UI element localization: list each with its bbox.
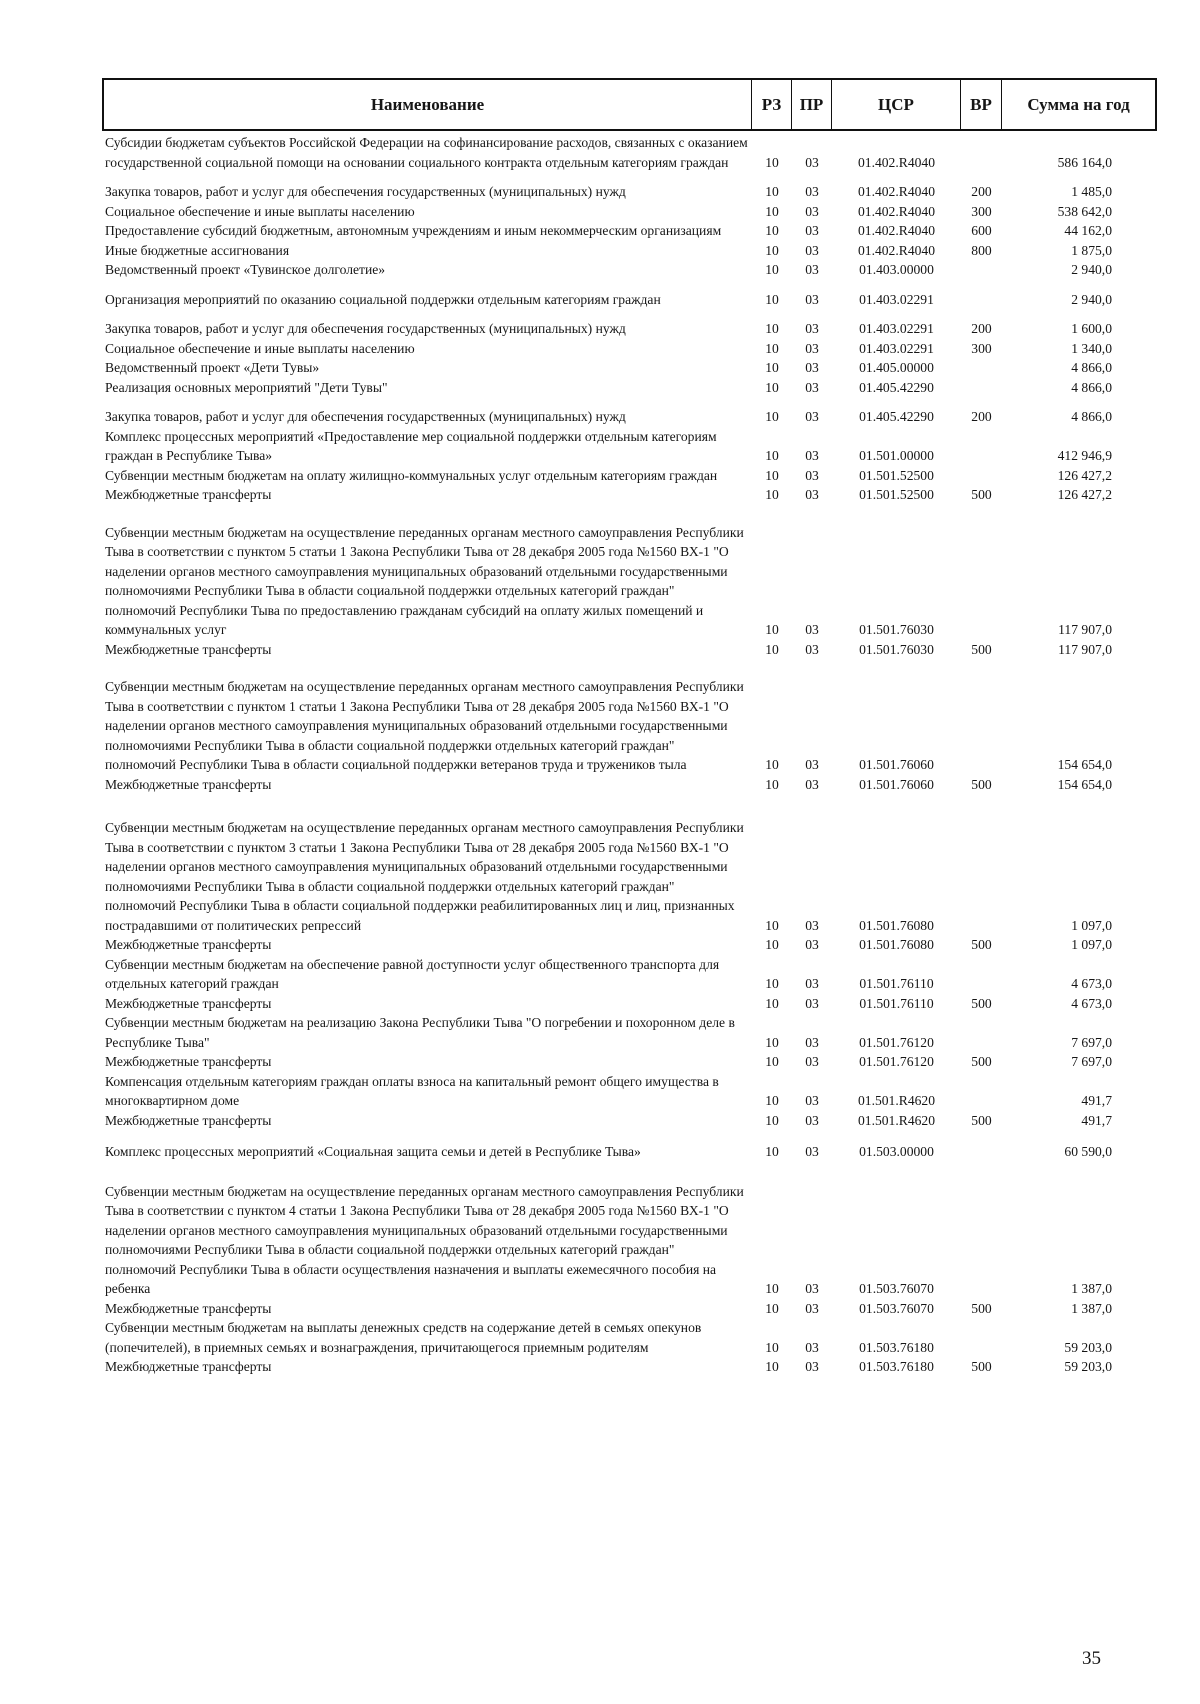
row-amount: 586 164,0 bbox=[1057, 154, 1112, 170]
row-csr: 01.403.02291 bbox=[859, 340, 934, 356]
row-name: Социальное обеспечение и иные выплаты населению bbox=[105, 203, 415, 219]
row-amount: 1 340,0 bbox=[1071, 340, 1112, 356]
row-name: Субсидии бюджетам субъектов Российской Федерации на софинансирование расходов, связанных с оказанием государственной социальной помощи на основании социального контракта отдельным категориям граждан bbox=[105, 135, 748, 170]
table-row bbox=[105, 677, 1157, 775]
row-pr: 03 bbox=[805, 223, 819, 238]
row-csr: 01.405.42290 bbox=[859, 409, 934, 424]
row-amount: 1 097,0 bbox=[1071, 917, 1112, 933]
row-vr: 500 bbox=[971, 937, 992, 952]
row-name: Комплекс процессных мероприятий «Предоставление мер социальной поддержки отдельным категориям граждан в Республике Тыва» bbox=[105, 428, 717, 463]
row-csr: 01.501.76060 bbox=[859, 757, 934, 772]
table-row bbox=[105, 290, 1157, 310]
table-row bbox=[105, 1318, 1157, 1357]
row-amount: 2 940,0 bbox=[1071, 262, 1112, 277]
row-rz: 10 bbox=[765, 448, 779, 463]
row-name: Закупка товаров, работ и услуг для обеспечения государственных (муниципальных) нужд bbox=[105, 321, 626, 336]
row-vr: 500 bbox=[971, 641, 992, 657]
row-rz: 10 bbox=[765, 995, 779, 1011]
row-name: Субвенции местным бюджетам на осуществление переданных органам местного самоуправления Республики Тыва в соответствии с пунктом 5 статьи 1 Закона Республики Тыва от 28 декабря 2005 года №1560 ВХ-1 "О наделении органов местного самоуправления муниципальных образований отдельными государственными полномочиями Республики Тыва в области социальной поддержки отдельных категорий граждан" полномочий Республики Тыва по предоставлению гражданам субсидий на оплату жилых помещений и коммунальных услуг bbox=[105, 524, 744, 637]
row-rz: 10 bbox=[765, 1112, 779, 1128]
table-row bbox=[105, 1182, 1157, 1299]
row-amount: 7 697,0 bbox=[1071, 1054, 1112, 1069]
table-row bbox=[105, 485, 1157, 505]
row-amount: 2 940,0 bbox=[1071, 291, 1112, 307]
row-rz: 10 bbox=[765, 976, 779, 991]
row-csr: 01.402.R4040 bbox=[857, 184, 936, 199]
row-csr: 01.501.76030 bbox=[859, 622, 934, 637]
row-rz: 10 bbox=[765, 203, 779, 219]
row-csr: 01.405.00000 bbox=[859, 360, 934, 375]
row-rz: 10 bbox=[765, 622, 779, 637]
row-rz: 10 bbox=[765, 1054, 779, 1069]
row-pr: 03 bbox=[805, 1300, 819, 1316]
row-csr: 01.501.76080 bbox=[859, 917, 934, 933]
row-amount: 126 427,2 bbox=[1057, 487, 1112, 502]
row-name: Иные бюджетные ассигнования bbox=[105, 242, 290, 258]
row-csr: 01.503.76180 bbox=[859, 1339, 934, 1355]
row-amount: 44 162,0 bbox=[1064, 223, 1112, 238]
row-vr: 300 bbox=[971, 203, 992, 219]
row-rz: 10 bbox=[765, 1034, 779, 1050]
table-row bbox=[105, 202, 1157, 222]
row-csr: 01.402.R4040 bbox=[857, 223, 936, 238]
table-row bbox=[105, 319, 1157, 339]
row-amount: 4 866,0 bbox=[1071, 409, 1112, 424]
row-vr: 500 bbox=[971, 776, 992, 792]
row-amount: 4 866,0 bbox=[1071, 360, 1112, 375]
table-row bbox=[105, 133, 1157, 172]
page-number: 35 bbox=[1082, 1648, 1101, 1669]
row-name: Межбюджетные трансферты bbox=[105, 776, 272, 792]
row-csr: 01.501.76060 bbox=[859, 776, 934, 792]
row-vr: 500 bbox=[971, 1300, 992, 1316]
row-name: Межбюджетные трансферты bbox=[105, 1054, 272, 1069]
row-vr: 200 bbox=[971, 184, 992, 199]
row-amount: 1 875,0 bbox=[1071, 242, 1112, 258]
row-name: Реализация основных мероприятий "Дети Тувы" bbox=[105, 379, 388, 395]
table-row bbox=[105, 427, 1157, 466]
row-csr: 01.501.76030 bbox=[859, 641, 934, 657]
row-name: Субвенции местным бюджетам на обеспечение равной доступности услуг общественного транспорта для отдельных категорий граждан bbox=[105, 956, 720, 991]
row-vr: 600 bbox=[971, 223, 992, 238]
row-pr: 03 bbox=[805, 1054, 819, 1069]
row-amount: 4 673,0 bbox=[1071, 995, 1112, 1011]
row-name: Межбюджетные трансферты bbox=[105, 937, 272, 952]
row-amount: 154 654,0 bbox=[1057, 757, 1112, 772]
table-body bbox=[105, 133, 1157, 1377]
row-rz: 10 bbox=[765, 291, 779, 307]
row-name: Организация мероприятий по оказанию социальной поддержки отдельным категориям граждан bbox=[105, 291, 661, 307]
row-csr: 01.503.00000 bbox=[859, 1144, 934, 1159]
table-row bbox=[105, 775, 1157, 795]
row-pr: 03 bbox=[805, 1281, 819, 1296]
table-row bbox=[105, 1052, 1157, 1072]
row-pr: 03 bbox=[805, 203, 819, 219]
row-name: Субвенции местным бюджетам на оплату жилищно-коммунальных услуг отдельным категориям граждан bbox=[105, 467, 718, 483]
table-row bbox=[105, 221, 1157, 241]
row-rz: 10 bbox=[765, 360, 779, 375]
table-row bbox=[105, 1142, 1157, 1162]
row-amount: 7 697,0 bbox=[1071, 1034, 1112, 1050]
row-csr: 01.501.52500 bbox=[859, 467, 934, 483]
row-csr: 01.402.R4040 bbox=[857, 154, 936, 170]
row-pr: 03 bbox=[805, 917, 819, 933]
row-pr: 03 bbox=[805, 937, 819, 952]
table-row bbox=[105, 182, 1157, 202]
table-row bbox=[105, 466, 1157, 486]
row-pr: 03 bbox=[805, 409, 819, 424]
row-csr: 01.402.R4040 bbox=[857, 242, 936, 258]
row-csr: 01.501.76120 bbox=[859, 1054, 934, 1069]
row-rz: 10 bbox=[765, 487, 779, 502]
row-pr: 03 bbox=[805, 154, 819, 170]
row-name: Ведомственный проект «Дети Тувы» bbox=[105, 360, 320, 375]
row-rz: 10 bbox=[765, 242, 779, 258]
row-vr: 300 bbox=[971, 340, 992, 356]
table-row bbox=[105, 358, 1157, 378]
row-csr: 01.405.42290 bbox=[859, 379, 934, 395]
header-csr: ЦСР bbox=[831, 80, 960, 129]
row-pr: 03 bbox=[805, 641, 819, 657]
row-rz: 10 bbox=[765, 641, 779, 657]
row-amount: 1 387,0 bbox=[1071, 1300, 1112, 1316]
row-amount: 154 654,0 bbox=[1057, 776, 1112, 792]
table-row bbox=[105, 955, 1157, 994]
row-name: Субвенции местным бюджетам на осуществление переданных органам местного самоуправления Республики Тыва в соответствии с пунктом 4 статьи 1 Закона Республики Тыва от 28 декабря 2005 года №1560 ВХ-1 "О наделении органов местного самоуправления муниципальных образований отдельными государственными полномочиями Республики Тыва в области социальной поддержки отдельных категорий граждан" полномочий Республики Тыва в области осуществления назначения и выплаты ежемесячного пособия на ребенка bbox=[105, 1183, 744, 1296]
row-pr: 03 bbox=[805, 1144, 819, 1159]
row-amount: 491,7 bbox=[1081, 1093, 1112, 1108]
row-pr: 03 bbox=[805, 1034, 819, 1050]
row-pr: 03 bbox=[805, 242, 819, 258]
table-row bbox=[105, 523, 1157, 640]
row-pr: 03 bbox=[805, 1112, 819, 1128]
row-pr: 03 bbox=[805, 487, 819, 502]
row-amount: 4 866,0 bbox=[1071, 379, 1112, 395]
row-vr: 500 bbox=[971, 1054, 992, 1069]
row-rz: 10 bbox=[765, 467, 779, 483]
row-csr: 01.503.76180 bbox=[859, 1359, 934, 1374]
row-name: Межбюджетные трансферты bbox=[105, 487, 272, 502]
row-name: Компенсация отдельным категориям граждан оплаты взноса на капитальный ремонт общего имущества в многоквартирном доме bbox=[105, 1073, 719, 1108]
row-pr: 03 bbox=[805, 291, 819, 307]
row-name: Социальное обеспечение и иные выплаты населению bbox=[105, 340, 415, 356]
table-row bbox=[105, 640, 1157, 660]
row-rz: 10 bbox=[765, 409, 779, 424]
row-pr: 03 bbox=[805, 976, 819, 991]
row-pr: 03 bbox=[805, 321, 819, 336]
row-pr: 03 bbox=[805, 467, 819, 483]
row-pr: 03 bbox=[805, 262, 819, 277]
row-vr: 500 bbox=[971, 995, 992, 1011]
row-amount: 1 387,0 bbox=[1071, 1281, 1112, 1296]
row-csr: 01.402.R4040 bbox=[857, 203, 936, 219]
row-csr: 01.403.00000 bbox=[859, 262, 934, 277]
row-amount: 126 427,2 bbox=[1057, 467, 1112, 483]
row-csr: 01.501.R4620 bbox=[857, 1112, 936, 1128]
row-pr: 03 bbox=[805, 995, 819, 1011]
row-rz: 10 bbox=[765, 1300, 779, 1316]
table-header bbox=[102, 78, 1157, 131]
row-vr: 800 bbox=[971, 242, 992, 258]
row-amount: 412 946,9 bbox=[1057, 448, 1112, 463]
row-name: Закупка товаров, работ и услуг для обеспечения государственных (муниципальных) нужд bbox=[105, 184, 626, 199]
row-rz: 10 bbox=[765, 184, 779, 199]
row-amount: 60 590,0 bbox=[1064, 1144, 1112, 1159]
row-rz: 10 bbox=[765, 321, 779, 336]
row-pr: 03 bbox=[805, 448, 819, 463]
row-pr: 03 bbox=[805, 1339, 819, 1355]
row-csr: 01.501.76110 bbox=[859, 995, 934, 1011]
row-name: Субвенции местным бюджетам на реализацию Закона Республики Тыва "О погребении и похоронном деле в Республике Тыва" bbox=[105, 1015, 735, 1050]
row-vr: 500 bbox=[971, 487, 992, 502]
row-rz: 10 bbox=[765, 154, 779, 170]
table-row bbox=[105, 339, 1157, 359]
row-name: Субвенции местным бюджетам на выплаты денежных средств на содержание детей в семьях опекунов (попечителей), в приемных семьях и вознаграждения, причитающегося приемным родителям bbox=[105, 1320, 702, 1355]
row-name: Закупка товаров, работ и услуг для обеспечения государственных (муниципальных) нужд bbox=[105, 409, 626, 424]
header-name: Наименование bbox=[370, 94, 485, 114]
row-csr: 01.501.52500 bbox=[859, 487, 934, 502]
table-row bbox=[105, 1357, 1157, 1377]
row-pr: 03 bbox=[805, 622, 819, 637]
row-amount: 1 097,0 bbox=[1071, 937, 1112, 952]
table-row bbox=[105, 241, 1157, 261]
row-name: Межбюджетные трансферты bbox=[105, 1359, 272, 1374]
row-csr: 01.503.76070 bbox=[859, 1300, 934, 1316]
row-vr: 500 bbox=[971, 1112, 992, 1128]
table-row bbox=[105, 1111, 1157, 1131]
table-row bbox=[105, 994, 1157, 1014]
table-row bbox=[105, 935, 1157, 955]
header-vr: ВР bbox=[960, 80, 1001, 129]
header-rz: РЗ bbox=[751, 80, 791, 129]
row-pr: 03 bbox=[805, 340, 819, 356]
row-rz: 10 bbox=[765, 776, 779, 792]
row-rz: 10 bbox=[765, 1144, 779, 1159]
row-amount: 491,7 bbox=[1081, 1112, 1112, 1128]
row-name: Предоставление субсидий бюджетным, автономным учреждениям и иным некоммерческим организациям bbox=[105, 223, 722, 238]
row-amount: 59 203,0 bbox=[1064, 1339, 1112, 1355]
row-amount: 1 600,0 bbox=[1071, 321, 1112, 336]
row-rz: 10 bbox=[765, 379, 779, 395]
row-pr: 03 bbox=[805, 1093, 819, 1108]
table-row bbox=[105, 1072, 1157, 1111]
row-name: Субвенции местным бюджетам на осуществление переданных органам местного самоуправления Республики Тыва в соответствии с пунктом 3 статьи 1 Закона Республики Тыва от 28 декабря 2005 года №1560 ВХ-1 "О наделении органов местного самоуправления муниципальных образований отдельными государственными полномочиями Республики Тыва в области социальной поддержки отдельных категорий граждан" полномочий Республики Тыва в области социальной поддержки реабилитированных лиц и лиц, признанных пострадавшими от политических репрессий bbox=[105, 820, 744, 933]
row-amount: 59 203,0 bbox=[1064, 1359, 1112, 1374]
row-csr: 01.501.76110 bbox=[859, 976, 934, 991]
row-rz: 10 bbox=[765, 1281, 779, 1296]
row-amount: 1 485,0 bbox=[1071, 184, 1112, 199]
row-csr: 01.403.02291 bbox=[859, 321, 934, 336]
header-sum: Сумма на год bbox=[1001, 80, 1155, 129]
table-row bbox=[105, 1299, 1157, 1319]
row-name: Комплекс процессных мероприятий «Социальная защита семьи и детей в Республике Тыва» bbox=[105, 1144, 641, 1159]
row-rz: 10 bbox=[765, 1359, 779, 1374]
row-amount: 4 673,0 bbox=[1071, 976, 1112, 991]
row-pr: 03 bbox=[805, 757, 819, 772]
row-name: Ведомственный проект «Тувинское долголетие» bbox=[105, 262, 386, 277]
header-pr: ПР bbox=[791, 80, 831, 129]
row-csr: 01.501.76120 bbox=[859, 1034, 934, 1050]
row-name: Межбюджетные трансферты bbox=[105, 1112, 272, 1128]
table-row bbox=[105, 260, 1157, 280]
row-csr: 01.501.76080 bbox=[859, 937, 934, 952]
row-rz: 10 bbox=[765, 937, 779, 952]
row-rz: 10 bbox=[765, 917, 779, 933]
row-pr: 03 bbox=[805, 360, 819, 375]
row-csr: 01.503.76070 bbox=[859, 1281, 934, 1296]
row-amount: 538 642,0 bbox=[1057, 203, 1112, 219]
table-row bbox=[105, 818, 1157, 935]
row-pr: 03 bbox=[805, 776, 819, 792]
row-rz: 10 bbox=[765, 262, 779, 277]
table-row bbox=[105, 378, 1157, 398]
row-rz: 10 bbox=[765, 1093, 779, 1108]
row-name: Межбюджетные трансферты bbox=[105, 1300, 272, 1316]
row-pr: 03 bbox=[805, 184, 819, 199]
row-csr: 01.501.R4620 bbox=[857, 1093, 936, 1108]
row-amount: 117 907,0 bbox=[1058, 641, 1112, 657]
row-name: Межбюджетные трансферты bbox=[105, 995, 272, 1011]
row-rz: 10 bbox=[765, 1339, 779, 1355]
row-rz: 10 bbox=[765, 757, 779, 772]
row-pr: 03 bbox=[805, 379, 819, 395]
row-name: Межбюджетные трансферты bbox=[105, 641, 272, 657]
row-vr: 200 bbox=[971, 321, 992, 336]
row-pr: 03 bbox=[805, 1359, 819, 1374]
row-amount: 117 907,0 bbox=[1058, 622, 1112, 637]
row-vr: 500 bbox=[971, 1359, 992, 1374]
row-csr: 01.403.02291 bbox=[859, 291, 934, 307]
row-csr: 01.501.00000 bbox=[859, 448, 934, 463]
table-row bbox=[105, 1013, 1157, 1052]
row-rz: 10 bbox=[765, 340, 779, 356]
row-rz: 10 bbox=[765, 223, 779, 238]
row-vr: 200 bbox=[971, 409, 992, 424]
row-name: Субвенции местным бюджетам на осуществление переданных органам местного самоуправления Республики Тыва в соответствии с пунктом 1 статьи 1 Закона Республики Тыва от 28 декабря 2005 года №1560 ВХ-1 "О наделении органов местного самоуправления муниципальных образований отдельными государственными полномочиями Республики Тыва в области социальной поддержки отдельных категорий граждан" полномочий Республики Тыва в области социальной поддержки ветеранов труда и тружеников тыла bbox=[105, 679, 744, 772]
table-row bbox=[105, 407, 1157, 427]
